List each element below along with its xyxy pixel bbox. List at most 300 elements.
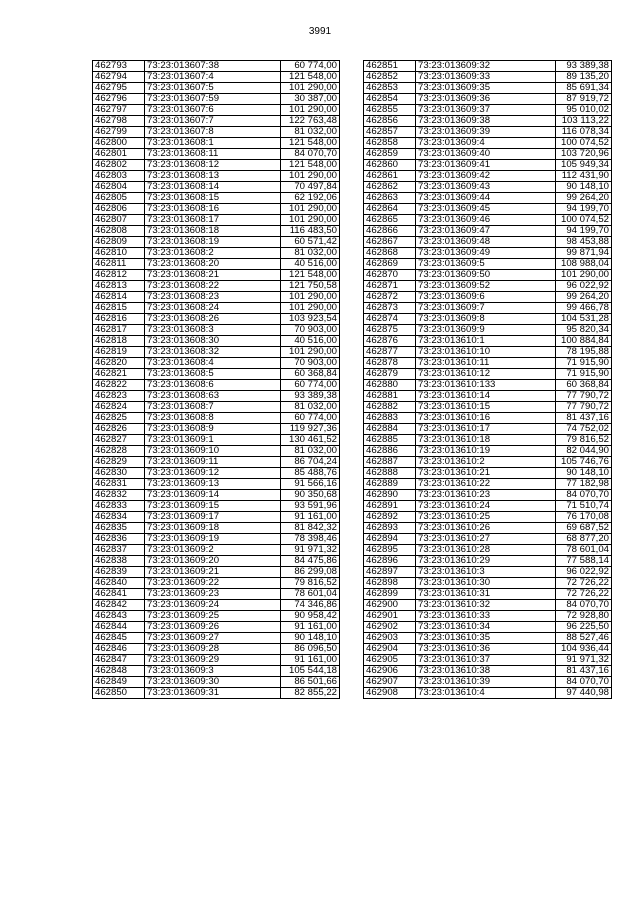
cadastral-number-cell: 73:23:013610:24 <box>416 501 556 512</box>
row-number-cell: 462833 <box>93 501 145 512</box>
cadastral-number-cell: 73:23:013607:5 <box>145 83 281 94</box>
table-row <box>364 116 612 127</box>
table-row <box>364 369 612 380</box>
row-number-cell: 462896 <box>364 556 416 567</box>
table-row <box>93 259 340 270</box>
row-number-cell: 462803 <box>93 171 145 182</box>
value-cell: 112 431,90 <box>556 171 612 182</box>
cadastral-number-cell: 73:23:013607:8 <box>145 127 281 138</box>
cadastral-number-cell: 73:23:013609:35 <box>416 83 556 94</box>
table-row <box>93 611 340 622</box>
row-number-cell: 462843 <box>93 611 145 622</box>
cadastral-number-cell: 73:23:013609:47 <box>416 226 556 237</box>
table-row <box>93 358 340 369</box>
table-row <box>93 215 340 226</box>
value-cell: 91 566,16 <box>281 479 340 490</box>
row-number-cell: 462900 <box>364 600 416 611</box>
table-row <box>93 292 340 303</box>
cadastral-number-cell: 73:23:013608:4 <box>145 358 281 369</box>
value-cell: 99 466,78 <box>556 303 612 314</box>
row-number-cell: 462816 <box>93 314 145 325</box>
row-number-cell: 462874 <box>364 314 416 325</box>
value-cell: 121 548,00 <box>281 138 340 149</box>
row-number-cell: 462852 <box>364 72 416 83</box>
cadastral-number-cell: 73:23:013609:38 <box>416 116 556 127</box>
value-cell: 105 746,76 <box>556 457 612 468</box>
table-row <box>364 248 612 259</box>
table-row <box>364 655 612 666</box>
value-cell: 84 070,70 <box>556 600 612 611</box>
value-cell: 72 726,22 <box>556 578 612 589</box>
cadastral-number-cell: 73:23:013608:30 <box>145 336 281 347</box>
cadastral-number-cell: 73:23:013609:43 <box>416 182 556 193</box>
table-row <box>364 336 612 347</box>
row-number-cell: 462870 <box>364 270 416 281</box>
cadastral-number-cell: 73:23:013609:37 <box>416 105 556 116</box>
row-number-cell: 462893 <box>364 523 416 534</box>
value-cell: 77 790,72 <box>556 402 612 413</box>
cadastral-number-cell: 73:23:013609:46 <box>416 215 556 226</box>
table-row <box>93 413 340 424</box>
cadastral-number-cell: 73:23:013609:5 <box>416 259 556 270</box>
row-number-cell: 462793 <box>93 61 145 72</box>
table-row <box>364 611 612 622</box>
table-row <box>364 677 612 688</box>
row-number-cell: 462892 <box>364 512 416 523</box>
cadastral-number-cell: 73:23:013607:38 <box>145 61 281 72</box>
row-number-cell: 462866 <box>364 226 416 237</box>
table-row <box>364 204 612 215</box>
value-cell: 86 501,66 <box>281 677 340 688</box>
cadastral-number-cell: 73:23:013609:28 <box>145 644 281 655</box>
row-number-cell: 462850 <box>93 688 145 699</box>
cadastral-number-cell: 73:23:013608:6 <box>145 380 281 391</box>
cadastral-number-cell: 73:23:013608:5 <box>145 369 281 380</box>
cadastral-number-cell: 73:23:013609:50 <box>416 270 556 281</box>
row-number-cell: 462881 <box>364 391 416 402</box>
table-row <box>93 193 340 204</box>
value-cell: 72 928,80 <box>556 611 612 622</box>
row-number-cell: 462899 <box>364 589 416 600</box>
table-row <box>93 490 340 501</box>
cadastral-number-cell: 73:23:013609:31 <box>145 688 281 699</box>
cadastral-number-cell: 73:23:013608:19 <box>145 237 281 248</box>
cadastral-number-cell: 73:23:013610:14 <box>416 391 556 402</box>
value-cell: 101 290,00 <box>556 270 612 281</box>
cadastral-number-cell: 73:23:013609:1 <box>145 435 281 446</box>
value-cell: 81 032,00 <box>281 402 340 413</box>
row-number-cell: 462860 <box>364 160 416 171</box>
row-number-cell: 462801 <box>93 149 145 160</box>
table-row <box>93 501 340 512</box>
cadastral-number-cell: 73:23:013609:22 <box>145 578 281 589</box>
table-row <box>364 567 612 578</box>
row-number-cell: 462888 <box>364 468 416 479</box>
row-number-cell: 462831 <box>93 479 145 490</box>
row-number-cell: 462815 <box>93 303 145 314</box>
table-row <box>93 204 340 215</box>
row-number-cell: 462902 <box>364 622 416 633</box>
value-cell: 77 588,14 <box>556 556 612 567</box>
value-cell: 60 774,00 <box>281 61 340 72</box>
value-cell: 77 182,98 <box>556 479 612 490</box>
value-cell: 95 820,34 <box>556 325 612 336</box>
cadastral-number-cell: 73:23:013608:24 <box>145 303 281 314</box>
table-row <box>364 490 612 501</box>
cadastral-number-cell: 73:23:013607:4 <box>145 72 281 83</box>
cadastral-number-cell: 73:23:013609:19 <box>145 534 281 545</box>
cadastral-number-cell: 73:23:013608:15 <box>145 193 281 204</box>
row-number-cell: 462887 <box>364 457 416 468</box>
row-number-cell: 462811 <box>93 259 145 270</box>
row-number-cell: 462826 <box>93 424 145 435</box>
value-cell: 90 148,10 <box>281 633 340 644</box>
table-row <box>93 589 340 600</box>
row-number-cell: 462832 <box>93 490 145 501</box>
value-cell: 60 368,84 <box>281 369 340 380</box>
table-row <box>364 314 612 325</box>
table-row <box>93 182 340 193</box>
table-row <box>364 479 612 490</box>
table-row <box>364 457 612 468</box>
value-cell: 81 437,16 <box>556 413 612 424</box>
value-cell: 94 199,70 <box>556 226 612 237</box>
row-number-cell: 462853 <box>364 83 416 94</box>
cadastral-number-cell: 73:23:013610:35 <box>416 633 556 644</box>
table-row <box>93 303 340 314</box>
cadastral-number-cell: 73:23:013610:36 <box>416 644 556 655</box>
value-cell: 100 074,52 <box>556 138 612 149</box>
right-table <box>363 60 612 699</box>
cadastral-number-cell: 73:23:013610:16 <box>416 413 556 424</box>
value-cell: 94 199,70 <box>556 204 612 215</box>
row-number-cell: 462798 <box>93 116 145 127</box>
cadastral-number-cell: 73:23:013608:32 <box>145 347 281 358</box>
table-row <box>364 534 612 545</box>
table-row <box>93 237 340 248</box>
row-number-cell: 462863 <box>364 193 416 204</box>
table-row <box>93 446 340 457</box>
table-row <box>93 534 340 545</box>
row-number-cell: 462794 <box>93 72 145 83</box>
row-number-cell: 462836 <box>93 534 145 545</box>
row-number-cell: 462907 <box>364 677 416 688</box>
cadastral-number-cell: 73:23:013610:4 <box>416 688 556 699</box>
value-cell: 98 453,88 <box>556 237 612 248</box>
cadastral-number-cell: 73:23:013609:3 <box>145 666 281 677</box>
row-number-cell: 462894 <box>364 534 416 545</box>
cadastral-number-cell: 73:23:013608:63 <box>145 391 281 402</box>
table-row <box>93 600 340 611</box>
value-cell: 40 516,00 <box>281 259 340 270</box>
value-cell: 86 299,08 <box>281 567 340 578</box>
value-cell: 71 915,90 <box>556 358 612 369</box>
table-row <box>93 336 340 347</box>
value-cell: 85 488,76 <box>281 468 340 479</box>
value-cell: 93 389,38 <box>281 391 340 402</box>
row-number-cell: 462867 <box>364 237 416 248</box>
cadastral-number-cell: 73:23:013608:22 <box>145 281 281 292</box>
value-cell: 76 170,08 <box>556 512 612 523</box>
row-number-cell: 462840 <box>93 578 145 589</box>
row-number-cell: 462805 <box>93 193 145 204</box>
table-row <box>93 369 340 380</box>
value-cell: 90 148,10 <box>556 182 612 193</box>
row-number-cell: 462904 <box>364 644 416 655</box>
value-cell: 81 032,00 <box>281 446 340 457</box>
cadastral-number-cell: 73:23:013610:23 <box>416 490 556 501</box>
value-cell: 104 936,44 <box>556 644 612 655</box>
value-cell: 81 032,00 <box>281 248 340 259</box>
row-number-cell: 462861 <box>364 171 416 182</box>
table-row <box>364 193 612 204</box>
value-cell: 121 750,58 <box>281 281 340 292</box>
table-row <box>364 622 612 633</box>
table-row <box>93 402 340 413</box>
table-row <box>364 259 612 270</box>
table-row <box>364 325 612 336</box>
value-cell: 103 923,54 <box>281 314 340 325</box>
cadastral-number-cell: 73:23:013609:44 <box>416 193 556 204</box>
right-table-body <box>364 61 612 699</box>
row-number-cell: 462858 <box>364 138 416 149</box>
row-number-cell: 462883 <box>364 413 416 424</box>
table-row <box>93 512 340 523</box>
row-number-cell: 462828 <box>93 446 145 457</box>
cadastral-number-cell: 73:23:013610:28 <box>416 545 556 556</box>
value-cell: 84 070,70 <box>556 677 612 688</box>
row-number-cell: 462906 <box>364 666 416 677</box>
table-row <box>93 578 340 589</box>
table-row <box>364 127 612 138</box>
row-number-cell: 462880 <box>364 380 416 391</box>
table-row <box>93 347 340 358</box>
cadastral-number-cell: 73:23:013609:10 <box>145 446 281 457</box>
row-number-cell: 462814 <box>93 292 145 303</box>
table-row <box>93 523 340 534</box>
cadastral-number-cell: 73:23:013610:19 <box>416 446 556 457</box>
table-row <box>93 270 340 281</box>
value-cell: 105 949,34 <box>556 160 612 171</box>
table-row <box>364 138 612 149</box>
table-row <box>364 545 612 556</box>
row-number-cell: 462859 <box>364 149 416 160</box>
value-cell: 69 687,52 <box>556 523 612 534</box>
value-cell: 87 919,72 <box>556 94 612 105</box>
row-number-cell: 462873 <box>364 303 416 314</box>
cadastral-number-cell: 73:23:013609:30 <box>145 677 281 688</box>
table-row <box>364 402 612 413</box>
row-number-cell: 462827 <box>93 435 145 446</box>
table-row <box>364 270 612 281</box>
value-cell: 103 720,96 <box>556 149 612 160</box>
row-number-cell: 462820 <box>93 358 145 369</box>
row-number-cell: 462804 <box>93 182 145 193</box>
row-number-cell: 462905 <box>364 655 416 666</box>
table-row <box>93 633 340 644</box>
page-number: 3991 <box>308 26 332 37</box>
value-cell: 99 264,20 <box>556 292 612 303</box>
value-cell: 40 516,00 <box>281 336 340 347</box>
cadastral-number-cell: 73:23:013610:37 <box>416 655 556 666</box>
row-number-cell: 462889 <box>364 479 416 490</box>
row-number-cell: 462841 <box>93 589 145 600</box>
value-cell: 91 971,32 <box>556 655 612 666</box>
value-cell: 101 290,00 <box>281 105 340 116</box>
value-cell: 93 591,96 <box>281 501 340 512</box>
table-row <box>364 556 612 567</box>
cadastral-number-cell: 73:23:013610:25 <box>416 512 556 523</box>
cadastral-number-cell: 73:23:013610:39 <box>416 677 556 688</box>
cadastral-number-cell: 73:23:013608:16 <box>145 204 281 215</box>
value-cell: 79 816,52 <box>281 578 340 589</box>
cadastral-number-cell: 73:23:013610:27 <box>416 534 556 545</box>
value-cell: 70 497,84 <box>281 182 340 193</box>
table-row <box>93 666 340 677</box>
value-cell: 103 113,22 <box>556 116 612 127</box>
value-cell: 91 161,00 <box>281 655 340 666</box>
row-number-cell: 462897 <box>364 567 416 578</box>
table-row <box>364 61 612 72</box>
row-number-cell: 462817 <box>93 325 145 336</box>
cadastral-number-cell: 73:23:013610:11 <box>416 358 556 369</box>
cadastral-number-cell: 73:23:013610:10 <box>416 347 556 358</box>
table-row <box>93 677 340 688</box>
value-cell: 60 774,00 <box>281 380 340 391</box>
value-cell: 86 704,24 <box>281 457 340 468</box>
cadastral-number-cell: 73:23:013609:25 <box>145 611 281 622</box>
cadastral-number-cell: 73:23:013609:27 <box>145 633 281 644</box>
row-number-cell: 462802 <box>93 160 145 171</box>
cadastral-number-cell: 73:23:013608:9 <box>145 424 281 435</box>
value-cell: 99 264,20 <box>556 193 612 204</box>
table-row <box>93 248 340 259</box>
cadastral-number-cell: 73:23:013610:38 <box>416 666 556 677</box>
cadastral-number-cell: 73:23:013608:17 <box>145 215 281 226</box>
cadastral-number-cell: 73:23:013608:1 <box>145 138 281 149</box>
value-cell: 101 290,00 <box>281 215 340 226</box>
value-cell: 62 192,06 <box>281 193 340 204</box>
row-number-cell: 462797 <box>93 105 145 116</box>
table-row <box>364 424 612 435</box>
table-row <box>93 171 340 182</box>
row-number-cell: 462809 <box>93 237 145 248</box>
value-cell: 116 078,34 <box>556 127 612 138</box>
cadastral-number-cell: 73:23:013610:26 <box>416 523 556 534</box>
value-cell: 96 022,92 <box>556 281 612 292</box>
row-number-cell: 462868 <box>364 248 416 259</box>
row-number-cell: 462885 <box>364 435 416 446</box>
value-cell: 90 958,42 <box>281 611 340 622</box>
cadastral-number-cell: 73:23:013608:3 <box>145 325 281 336</box>
value-cell: 84 070,70 <box>556 490 612 501</box>
cadastral-number-cell: 73:23:013608:7 <box>145 402 281 413</box>
row-number-cell: 462849 <box>93 677 145 688</box>
table-row <box>93 226 340 237</box>
value-cell: 74 752,02 <box>556 424 612 435</box>
value-cell: 60 368,84 <box>556 380 612 391</box>
cadastral-number-cell: 73:23:013609:33 <box>416 72 556 83</box>
value-cell: 88 527,46 <box>556 633 612 644</box>
cadastral-number-cell: 73:23:013608:26 <box>145 314 281 325</box>
row-number-cell: 462891 <box>364 501 416 512</box>
cadastral-number-cell: 73:23:013610:32 <box>416 600 556 611</box>
cadastral-number-cell: 73:23:013609:42 <box>416 171 556 182</box>
value-cell: 78 195,88 <box>556 347 612 358</box>
table-row <box>364 600 612 611</box>
value-cell: 78 398,46 <box>281 534 340 545</box>
cadastral-number-cell: 73:23:013610:33 <box>416 611 556 622</box>
row-number-cell: 462884 <box>364 424 416 435</box>
value-cell: 101 290,00 <box>281 83 340 94</box>
cadastral-number-cell: 73:23:013608:8 <box>145 413 281 424</box>
table-row <box>364 347 612 358</box>
table-row <box>364 226 612 237</box>
cadastral-number-cell: 73:23:013610:12 <box>416 369 556 380</box>
cadastral-number-cell: 73:23:013610:34 <box>416 622 556 633</box>
value-cell: 85 691,34 <box>556 83 612 94</box>
cadastral-number-cell: 73:23:013607:59 <box>145 94 281 105</box>
row-number-cell: 462851 <box>364 61 416 72</box>
row-number-cell: 462807 <box>93 215 145 226</box>
row-number-cell: 462857 <box>364 127 416 138</box>
value-cell: 82 855,22 <box>281 688 340 699</box>
cadastral-number-cell: 73:23:013609:7 <box>416 303 556 314</box>
value-cell: 121 548,00 <box>281 270 340 281</box>
cadastral-number-cell: 73:23:013610:133 <box>416 380 556 391</box>
cadastral-number-cell: 73:23:013609:21 <box>145 567 281 578</box>
cadastral-number-cell: 73:23:013608:14 <box>145 182 281 193</box>
table-row <box>364 171 612 182</box>
table-row <box>364 149 612 160</box>
value-cell: 91 161,00 <box>281 622 340 633</box>
value-cell: 81 032,00 <box>281 127 340 138</box>
cadastral-number-cell: 73:23:013609:12 <box>145 468 281 479</box>
table-row <box>93 468 340 479</box>
table-row <box>93 138 340 149</box>
row-number-cell: 462825 <box>93 413 145 424</box>
value-cell: 71 915,90 <box>556 369 612 380</box>
table-row <box>364 666 612 677</box>
row-number-cell: 462837 <box>93 545 145 556</box>
row-number-cell: 462895 <box>364 545 416 556</box>
cadastral-number-cell: 73:23:013610:21 <box>416 468 556 479</box>
row-number-cell: 462879 <box>364 369 416 380</box>
value-cell: 121 548,00 <box>281 72 340 83</box>
table-row <box>364 83 612 94</box>
table-row <box>364 435 612 446</box>
row-number-cell: 462862 <box>364 182 416 193</box>
table-row <box>364 644 612 655</box>
cadastral-number-cell: 73:23:013610:31 <box>416 589 556 600</box>
value-cell: 104 531,28 <box>556 314 612 325</box>
cadastral-number-cell: 73:23:013609:4 <box>416 138 556 149</box>
cadastral-number-cell: 73:23:013608:12 <box>145 160 281 171</box>
value-cell: 68 877,20 <box>556 534 612 545</box>
value-cell: 101 290,00 <box>281 303 340 314</box>
value-cell: 78 601,04 <box>281 589 340 600</box>
value-cell: 81 437,16 <box>556 666 612 677</box>
left-table <box>92 60 340 699</box>
row-number-cell: 462838 <box>93 556 145 567</box>
cadastral-number-cell: 73:23:013609:2 <box>145 545 281 556</box>
row-number-cell: 462829 <box>93 457 145 468</box>
value-cell: 101 290,00 <box>281 171 340 182</box>
row-number-cell: 462848 <box>93 666 145 677</box>
row-number-cell: 462844 <box>93 622 145 633</box>
row-number-cell: 462878 <box>364 358 416 369</box>
table-row <box>93 94 340 105</box>
